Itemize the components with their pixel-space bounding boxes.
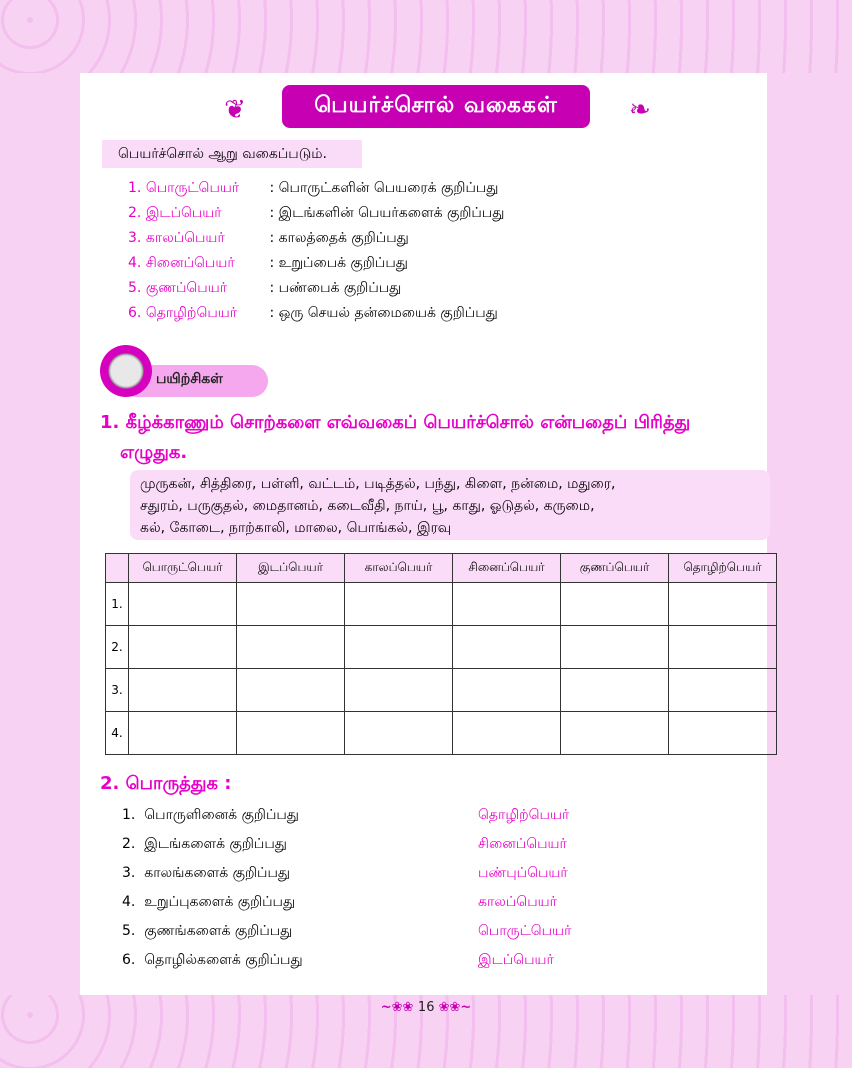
noun-type-item: [128, 202, 504, 224]
answer-cell[interactable]: [345, 712, 453, 755]
word-line: முருகன், சித்திரை, பள்ளி, வட்டம், படித்தல், பந்து, கிளை, நன்மை, மதுரை,: [140, 476, 616, 492]
answer-cell[interactable]: [453, 626, 561, 669]
question-1-heading: 1. கீழ்க்காணும் சொற்களை எவ்வகைப் பெயர்ச்சொல் என்பதைப் பிரித்து: [100, 412, 691, 433]
noun-type-item: [128, 302, 498, 324]
answer-cell[interactable]: [669, 583, 777, 626]
match-right-item: பொருட்பெயர்: [478, 923, 572, 939]
noun-type-name: 3. காலப்பெயர்: [128, 230, 225, 246]
page-footer: [0, 1000, 852, 1015]
answer-cell[interactable]: [453, 669, 561, 712]
noun-type-item: [128, 252, 408, 274]
noun-type-name: 4. சினைப்பெயர்: [128, 255, 235, 271]
word-line: சதுரம், பருகுதல், மைதானம், கடைவீதி, நாய், பூ, காது, ஓடுதல், கருமை,: [140, 498, 595, 514]
noun-type-description: : காலத்தைக் குறிப்பது: [269, 230, 409, 246]
match-right-item: காலப்பெயர்: [478, 894, 557, 910]
table-row: [106, 669, 777, 712]
noun-type-name: 2. இடப்பெயர்: [128, 205, 222, 221]
answer-cell[interactable]: [129, 669, 237, 712]
table-header: பொருட்பெயர்: [129, 554, 237, 583]
noun-type-name: 5. குணப்பெயர்: [128, 280, 228, 296]
answer-cell[interactable]: [237, 669, 345, 712]
question-2-heading: 2. பொருத்துக :: [100, 773, 232, 794]
noun-type-description: : பொருட்களின் பெயரைக் குறிப்பது: [269, 180, 499, 196]
match-right-item: இடப்பெயர்: [478, 952, 554, 968]
match-left-item: 2. இடங்களைக் குறிப்பது: [122, 836, 287, 852]
answer-cell[interactable]: [345, 626, 453, 669]
match-right-item: பண்புப்பெயர்: [478, 865, 568, 881]
row-number: 3.: [106, 669, 129, 712]
answer-cell[interactable]: [453, 712, 561, 755]
exercises-badge: [100, 345, 270, 398]
word-list-box: [130, 470, 770, 540]
table-row: [106, 712, 777, 755]
answer-cell[interactable]: [561, 583, 669, 626]
table-header: [106, 554, 129, 583]
left-ornament-icon: ❦: [224, 95, 246, 125]
classification-table: [105, 553, 777, 755]
footer-ornament-icon: ~❀❀: [380, 1000, 418, 1015]
word-line: கல், கோடை, நாற்காலி, மாலை, பொங்கல், இரவு: [140, 520, 452, 536]
noun-type-description: : பண்பைக் குறிப்பது: [269, 280, 402, 296]
top-border-decoration: [0, 0, 852, 73]
footer-ornament-icon: ❀❀~: [438, 1000, 472, 1015]
answer-cell[interactable]: [345, 583, 453, 626]
answer-cell[interactable]: [237, 626, 345, 669]
noun-type-item: [128, 227, 409, 249]
answer-cell[interactable]: [129, 712, 237, 755]
question-1-heading-cont: எழுதுக.: [120, 442, 188, 463]
answer-cell[interactable]: [669, 626, 777, 669]
feather-ornament-icon: ❧: [629, 95, 651, 125]
answer-cell[interactable]: [237, 583, 345, 626]
noun-type-description: : உறுப்பைக் குறிப்பது: [269, 255, 408, 271]
answer-cell[interactable]: [453, 583, 561, 626]
match-right-item: தொழிற்பெயர்: [478, 807, 570, 823]
answer-cell[interactable]: [561, 669, 669, 712]
answer-cell[interactable]: [669, 712, 777, 755]
page-number: 16: [417, 1000, 435, 1015]
match-left-item: 6. தொழில்களைக் குறிப்பது: [122, 952, 303, 968]
row-number: 2.: [106, 626, 129, 669]
exercises-label: பயிற்சிகள்: [156, 371, 223, 387]
table-header: காலப்பெயர்: [345, 554, 453, 583]
table-row: [106, 626, 777, 669]
answer-cell[interactable]: [561, 712, 669, 755]
row-number: 1.: [106, 583, 129, 626]
noun-type-item: [128, 277, 401, 299]
match-left-item: 1. பொருளினைக் குறிப்பது: [122, 807, 299, 823]
answer-cell[interactable]: [561, 626, 669, 669]
row-number: 4.: [106, 712, 129, 755]
table-row: [106, 583, 777, 626]
noun-type-name: 6. தொழிற்பெயர்: [128, 305, 238, 321]
noun-type-name: 1. பொருட்பெயர்: [128, 180, 240, 196]
sun-face-icon: [100, 345, 152, 397]
table-header: குணப்பெயர்: [561, 554, 669, 583]
answer-cell[interactable]: [345, 669, 453, 712]
match-left-item: 3. காலங்களைக் குறிப்பது: [122, 865, 291, 881]
noun-type-description: : ஒரு செயல் தன்மையைக் குறிப்பது: [269, 305, 498, 321]
answer-cell[interactable]: [237, 712, 345, 755]
intro-text: பெயர்ச்சொல் ஆறு வகைப்படும்.: [102, 140, 362, 168]
answer-cell[interactable]: [669, 669, 777, 712]
noun-type-description: : இடங்களின் பெயர்களைக் குறிப்பது: [269, 205, 505, 221]
noun-type-item: [128, 177, 498, 199]
table-header: சினைப்பெயர்: [453, 554, 561, 583]
answer-cell[interactable]: [129, 626, 237, 669]
answer-cell[interactable]: [129, 583, 237, 626]
table-header: இடப்பெயர்: [237, 554, 345, 583]
match-left-item: 4. உறுப்புகளைக் குறிப்பது: [122, 894, 296, 910]
page-title: பெயர்ச்சொல் வகைகள்: [282, 85, 590, 128]
match-right-item: சினைப்பெயர்: [478, 836, 567, 852]
table-header: தொழிற்பெயர்: [669, 554, 777, 583]
match-left-item: 5. குணங்களைக் குறிப்பது: [122, 923, 293, 939]
